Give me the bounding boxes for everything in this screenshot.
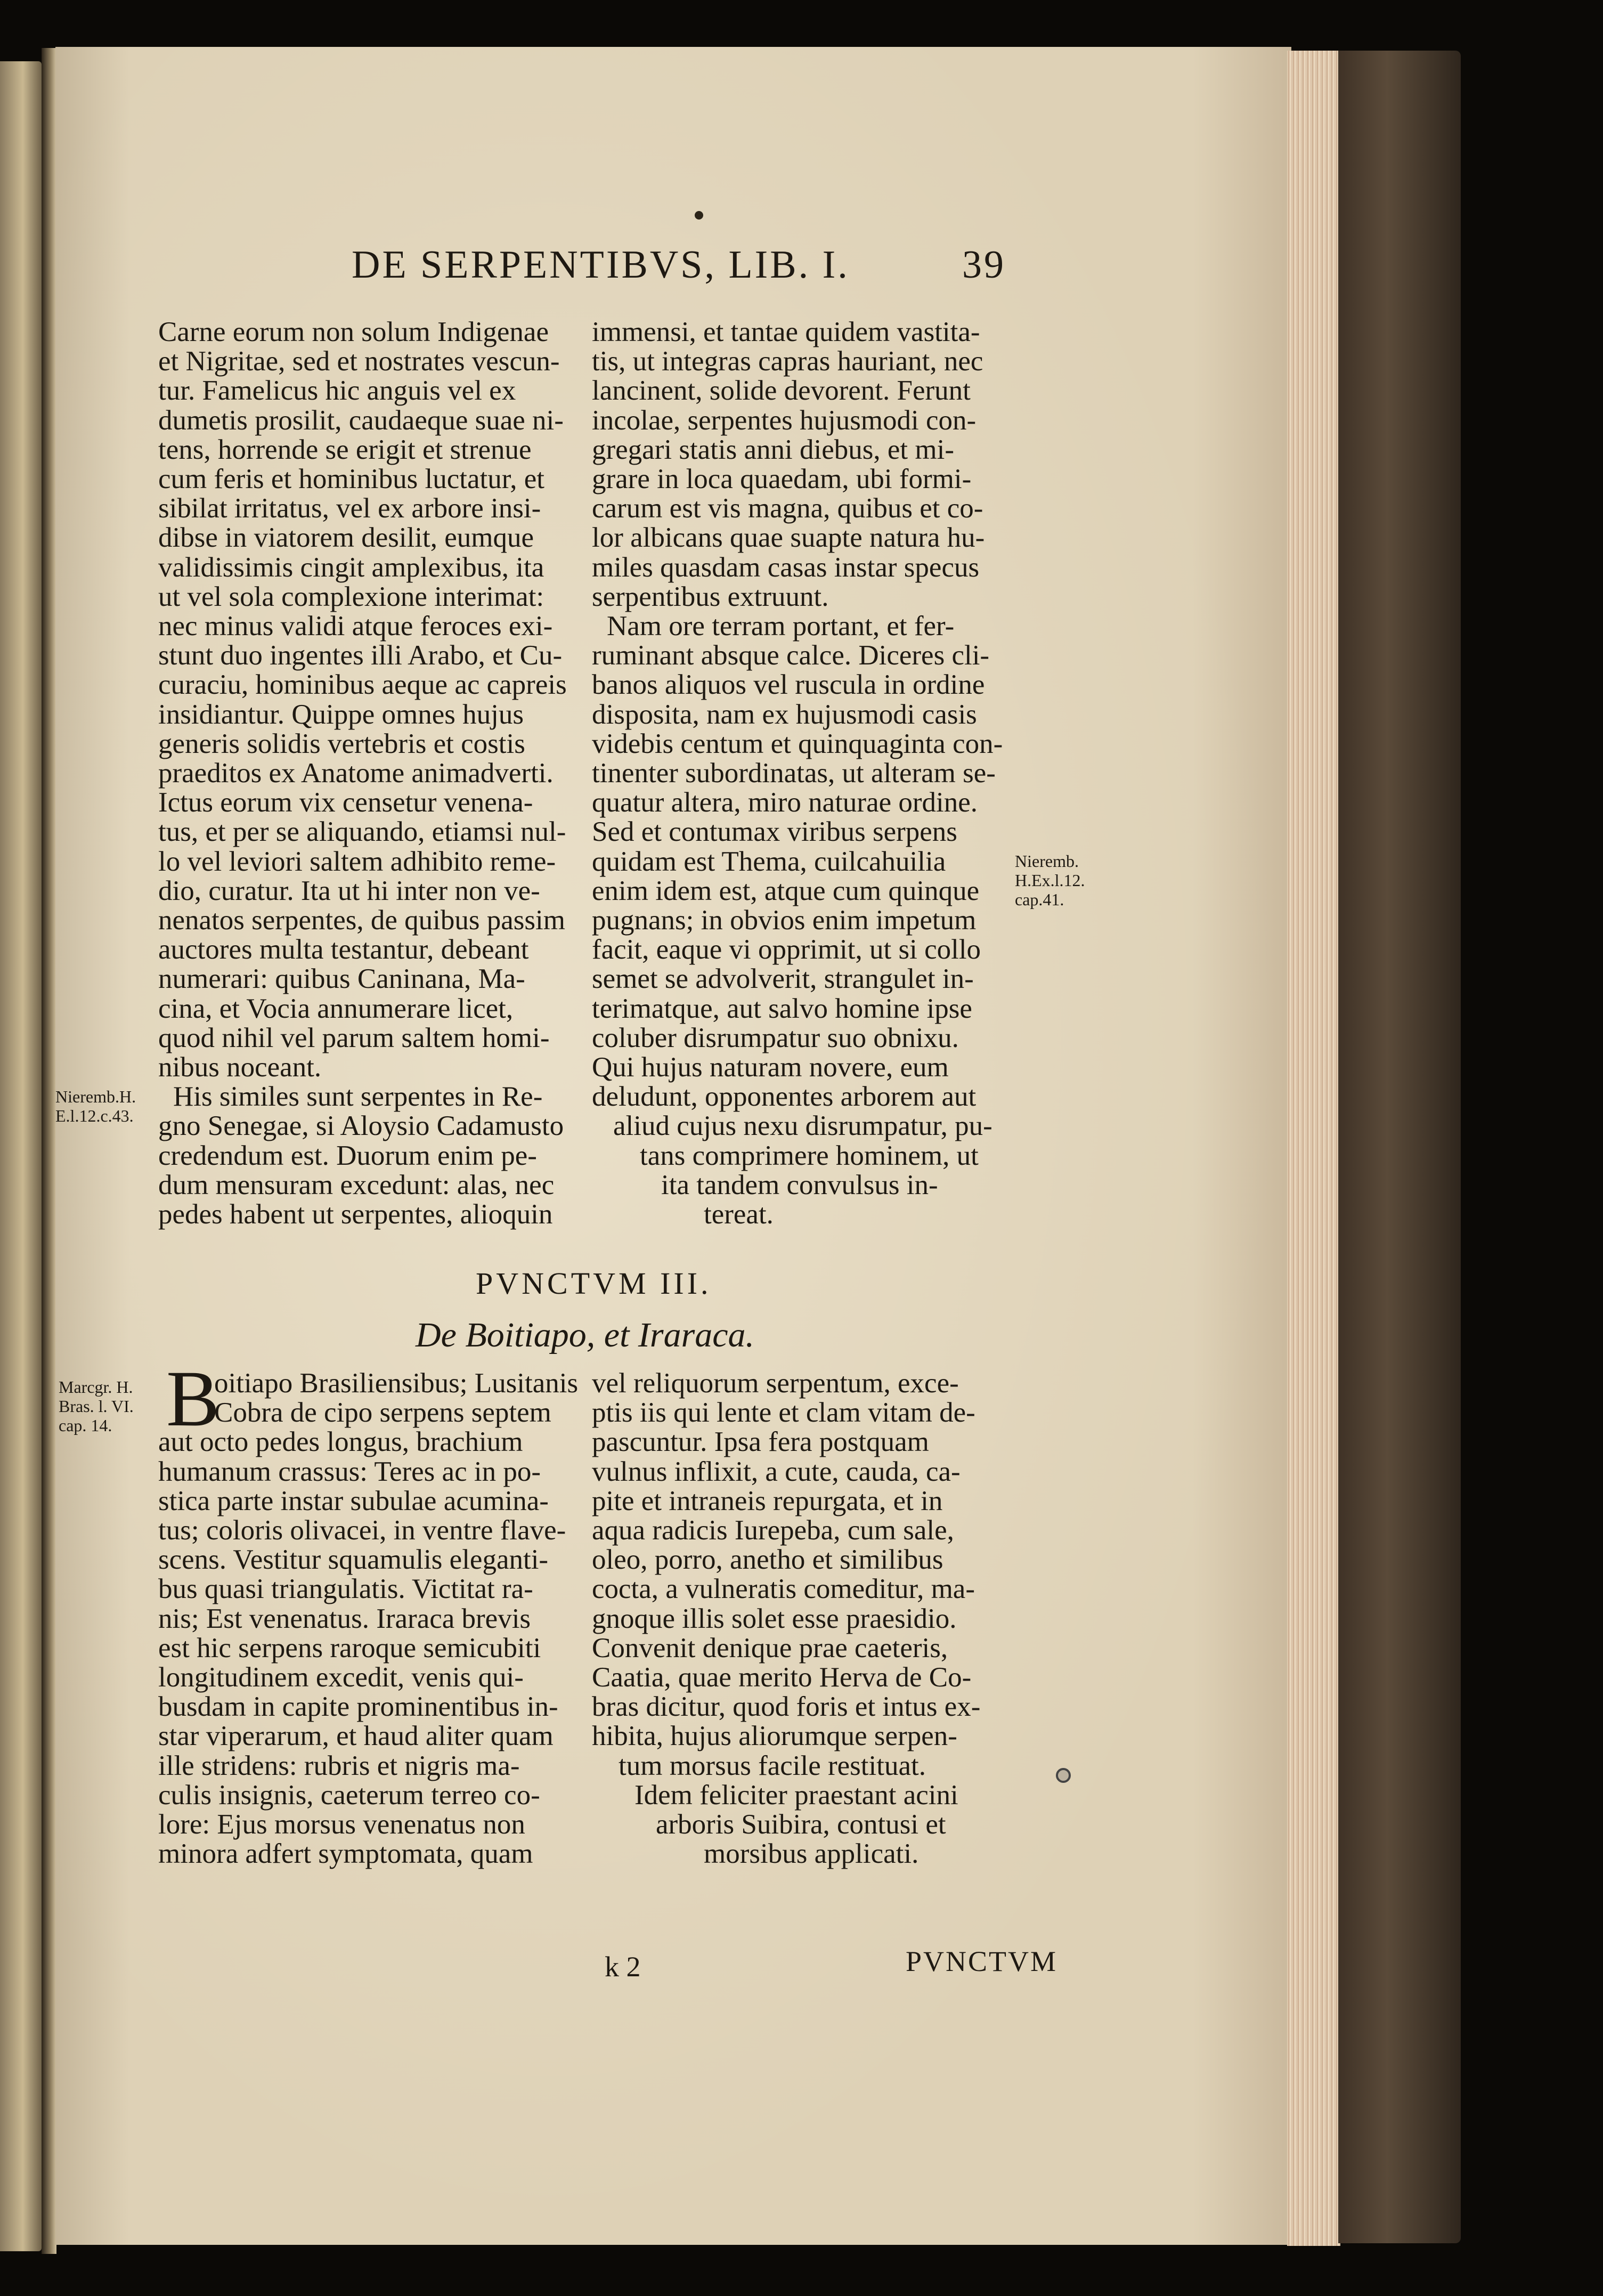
text-line: auctores multa testantur, debeant — [158, 934, 529, 966]
text-line: tans comprimere hominem, ut — [640, 1140, 979, 1171]
text-line: nis; Est venenatus. Iraraca brevis — [158, 1603, 531, 1634]
signature-mark: k 2 — [605, 1951, 641, 1983]
catchword: PVNCTVM — [906, 1945, 1058, 1977]
text-line: praeditos ex Anatome animadverti. — [158, 758, 554, 789]
text-line: nibus noceant. — [158, 1052, 322, 1083]
note-line: H.Ex.l.12. — [1015, 871, 1085, 890]
text-line: Ictus eorum vix censetur venena- — [158, 787, 533, 818]
text-line: pite et intraneis repurgata, et in — [592, 1485, 943, 1516]
drop-cap: B — [166, 1354, 220, 1443]
text-line: validissimis cingit amplexibus, ita — [158, 551, 544, 583]
text-line: lancinent, solide devorent. Ferunt — [592, 375, 971, 407]
text-line: minora adfert symptomata, quam — [158, 1838, 533, 1870]
margin-note-marcgr — [59, 1377, 134, 1435]
text-line: tereat. — [704, 1199, 774, 1230]
text-line: pascuntur. Ipsa fera postquam — [592, 1426, 929, 1458]
margin-note-nieremb-left — [55, 1087, 136, 1125]
note-line: Marcgr. H. — [59, 1377, 133, 1397]
text-line: tus; coloris olivacei, in ventre flave- — [158, 1515, 566, 1546]
text-line: busdam in capite prominentibus in- — [158, 1691, 558, 1723]
text-line: Nam ore terram portant, et fer- — [607, 611, 955, 642]
text-line: quidam est Thema, cuilcahuilia — [592, 846, 946, 877]
section-subtitle: De Boitiapo, et Iraraca. — [416, 1316, 755, 1354]
text-line: semet se advolverit, strangulet in- — [592, 963, 974, 995]
text-line: cum feris et hominibus luctatur, et — [158, 464, 544, 494]
margin-note-nieremb-right — [1015, 851, 1085, 909]
text-line: gregari statis anni diebus, et mi- — [592, 434, 954, 465]
text-line: cina, et Vocia annumerare licet, — [158, 993, 514, 1024]
text-line: lo vel leviori saltem adhibito reme- — [158, 846, 556, 877]
text-line: ruminant absque calce. Diceres cli- — [592, 640, 990, 671]
text-line: carum est vis magna, quibus et co- — [592, 493, 983, 524]
text-line: banos aliquos vel ruscula in ordine — [592, 669, 985, 701]
text-line: numerari: quibus Caninana, Ma- — [158, 963, 525, 995]
text-line: arboris Suibira, contusi et — [656, 1809, 946, 1840]
ink-speck — [695, 211, 703, 220]
text-line: Qui hujus naturam novere, eum — [592, 1052, 949, 1083]
note-line: E.l.12.c.43. — [55, 1106, 134, 1125]
text-line: oitiapo Brasiliensibus; Lusitanis — [214, 1368, 579, 1399]
text-line: nenatos serpentes, de quibus passim — [158, 905, 565, 936]
text-line: tum morsus facile restituat. — [619, 1750, 926, 1781]
text-line: tens, horrende se erigit et strenue — [158, 434, 532, 465]
text-line: His similes sunt serpentes in Re- — [173, 1081, 543, 1113]
text-line: est hic serpens raroque semicubiti — [158, 1632, 541, 1664]
text-line: bras dicitur, quod foris et intus ex- — [592, 1691, 981, 1723]
page-number: 39 — [962, 243, 1006, 287]
note-line: cap.41. — [1015, 890, 1064, 909]
text-line: stica parte instar subulae acumina- — [158, 1485, 549, 1516]
book-cover — [1338, 51, 1461, 2243]
text-line: gnoque illis solet esse praesidio. — [592, 1603, 957, 1634]
page-edges — [1287, 51, 1340, 2246]
text-line: incolae, serpentes hujusmodi con- — [592, 404, 977, 436]
text-line: oleo, porro, anetho et similibus — [592, 1544, 943, 1576]
text-line: pugnans; in obvios enim impetum — [592, 905, 977, 936]
text-line: sibilat irritatus, vel ex arbore insi- — [158, 493, 541, 524]
text-line: tis, ut integras capras hauriant, nec — [592, 346, 983, 377]
text-line: grare in loca quaedam, ubi formi- — [592, 464, 972, 494]
text-line: hibita, hujus aliorumque serpen- — [592, 1721, 957, 1752]
text-line: insidiantur. Quippe omnes hujus — [158, 699, 524, 730]
text-line: enim idem est, atque cum quinque — [592, 875, 980, 906]
text-line: et Nigritae, sed et nostrates vescun- — [158, 346, 560, 377]
text-line: vulnus inflixit, a cute, cauda, ca- — [592, 1456, 961, 1487]
facing-page-edge — [0, 61, 42, 2251]
text-line: videbis centum et quinquaginta con- — [592, 728, 1003, 759]
text-line: tus, et per se aliquando, etiamsi nul- — [158, 816, 566, 848]
text-line: serpentibus extruunt. — [592, 581, 829, 612]
text-line: nec minus validi atque feroces exi- — [158, 611, 553, 642]
text-line: dum mensuram excedunt: alas, nec — [158, 1169, 555, 1200]
text-line: quatur altera, miro naturae ordine. — [592, 787, 978, 818]
text-line: humanum crassus: Teres ac in po- — [158, 1456, 541, 1487]
text-line: tur. Famelicus hic anguis vel ex — [158, 375, 516, 407]
text-line: coluber disrumpatur suo obnixu. — [592, 1022, 959, 1053]
text-line: aqua radicis Iurepeba, cum sale, — [592, 1515, 954, 1546]
text-line: pedes habent ut serpentes, alioquin — [158, 1199, 553, 1230]
text-line: quod nihil vel parum saltem homi- — [158, 1022, 550, 1053]
text-line: Convenit denique prae caeteris, — [592, 1632, 948, 1664]
binding-hole — [1056, 1768, 1071, 1783]
text-line: immensi, et tantae quidem vastita- — [592, 317, 980, 347]
text-line: scens. Vestitur squamulis eleganti- — [158, 1544, 549, 1576]
running-head: DE SERPENTIBVS, LIB. I. — [352, 243, 850, 287]
text-line: Cobra de cipo serpens septem — [214, 1397, 551, 1429]
text-line: disposita, nam ex hujusmodi casis — [592, 699, 977, 730]
text-line: ut vel sola complexione interimat: — [158, 581, 544, 612]
text-line: gno Senegae, si Aloysio Cadamusto — [158, 1110, 564, 1142]
text-line: facit, eaque vi opprimit, ut si collo — [592, 934, 981, 966]
text-line: deludunt, opponentes arborem aut — [592, 1081, 977, 1113]
text-line: curaciu, hominibus aeque ac capreis — [158, 669, 567, 701]
text-line: bus quasi triangulatis. Victitat ra- — [158, 1573, 533, 1605]
text-line: dumetis prosilit, caudaeque suae ni- — [158, 404, 564, 436]
text-line: aut octo pedes longus, brachium — [158, 1426, 523, 1458]
text-line: morsibus applicati. — [704, 1838, 919, 1870]
text-line: Sed et contumax viribus serpens — [592, 816, 957, 848]
text-line: ptis iis qui lente et clam vitam de- — [592, 1397, 975, 1429]
text-line: lore: Ejus morsus venenatus non — [158, 1809, 525, 1840]
text-line: dio, curatur. Ita ut hi inter non ve- — [158, 875, 540, 906]
text-line: credendum est. Duorum enim pe- — [158, 1140, 537, 1171]
text-line: ita tandem convulsus in- — [661, 1169, 938, 1200]
text-line: aliud cujus nexu disrumpatur, pu- — [613, 1110, 992, 1142]
text-line: miles quasdam casas instar specus — [592, 551, 980, 583]
text-line: ille stridens: rubris et nigris ma- — [158, 1750, 520, 1781]
text-line: generis solidis vertebris et costis — [158, 728, 525, 759]
text-line: lor albicans quae suapte natura hu- — [592, 522, 985, 554]
text-line: Idem feliciter praestant acini — [634, 1779, 958, 1811]
section-heading: PVNCTVM III. — [476, 1266, 712, 1301]
text-line: dibse in viatorem desilit, eumque — [158, 522, 534, 554]
text-line: cocta, a vulneratis comeditur, ma- — [592, 1573, 975, 1605]
text-line: Caatia, quae merito Herva de Co- — [592, 1662, 972, 1693]
book-gutter — [42, 48, 56, 2254]
note-line: Nieremb.H. — [55, 1087, 136, 1106]
text-line: Carne eorum non solum Indigenae — [158, 317, 549, 347]
text-line: star viperarum, et haud aliter quam — [158, 1721, 554, 1752]
text-line: terimatque, aut salvo homine ipse — [592, 993, 972, 1024]
text-line: longitudinem excedit, venis qui- — [158, 1662, 524, 1693]
text-line: tinenter subordinatas, ut alteram se- — [592, 758, 996, 789]
text-line: culis insignis, caeterum terreo co- — [158, 1779, 540, 1811]
note-line: Nieremb. — [1015, 851, 1079, 871]
note-line: Bras. l. VI. — [59, 1397, 134, 1416]
text-line: stunt duo ingentes illi Arabo, et Cu- — [158, 640, 563, 671]
text-line: vel reliquorum serpentum, exce- — [592, 1368, 959, 1399]
note-line: cap. 14. — [59, 1416, 112, 1435]
